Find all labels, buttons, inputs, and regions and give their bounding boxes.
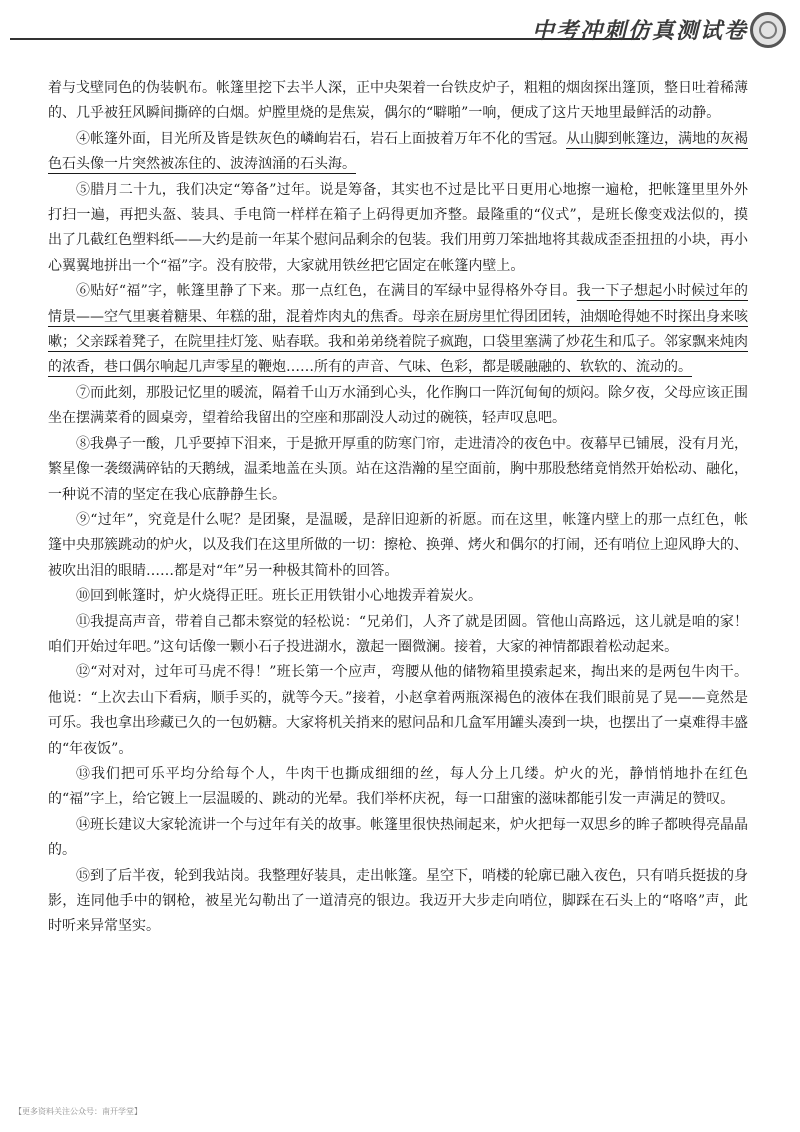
header-logo-inner [759,21,777,39]
paragraph [48,76,748,127]
header-title: 中考冲刺仿真测试卷 [531,19,748,44]
paragraph [48,432,748,508]
paragraph [48,762,748,813]
article-body [48,76,748,940]
paragraph-text: ④帐篷外面，目光所及皆是铁灰色的嶙峋岩石，岩石上面披着万年不化的雪冠。 [76,130,566,147]
paragraph [48,127,748,178]
paragraph-text: ⑪我提高声音，带着自己都未察觉的轻松说：“兄弟们，人齐了就是团圆。管他山高路远，这儿就是咱的家！咱们开始过年吧。”这句话像一颗小石子投进湖水，激起一圈微澜。接着，大家的神情都跟着松动起来。 [48,613,748,655]
underlined-sentence: 我一下子想起小时候过年的情景——空气里裹着糖果、年糕的甜，混着炸肉丸的焦香。母亲在厨房里忙得团团转，油烟呛得她不时探出身来咳嗽；父亲踩着凳子，在院里挂灯笼、贴春联。我和弟弟绕着院子疯跑，口袋里塞满了炒花生和瓜子。邻家飘来炖肉的浓香，巷口偶尔响起几声零星的鞭炮……所有的声音、气味、色彩，都是暖融融的、软软的、流动的。 [48,283,748,376]
paragraph-text: ⑤腊月二十九，我们决定“筹备”过年。说是筹备，其实也不过是比平日更用心地擦一遍枪，把帐篷里里外外打扫一遍，再把头盔、装具、手电筒一样样在箱子上码得更加齐整。最隆重的“仪式”，是班长像变戏法似的，摸出了几截红色塑料纸——大约是前一年某个慰问品剩余的包装。我们用剪刀笨拙地将其裁成歪歪扭扭的小块，再小心翼翼地拼出一个“福”字。没有胶带，大家就用铁丝把它固定在帐篷内壁上。 [48,181,748,274]
paragraph [48,610,748,661]
paragraph-text: ⑮到了后半夜，轮到我站岗。我整理好装具，走出帐篷。星空下，哨楼的轮廓已融入夜色，只有哨兵挺拔的身影，连同他手中的钢枪，被星光勾勒出了一道清亮的银边。我迈开大步走向哨位，脚踩在石头上的“咯咯”声，此时听来异常坚实。 [48,867,748,935]
paragraph-text: ⑨“过年”，究竟是什么呢？是团聚，是温暖，是辞旧迎新的祈愿。而在这里，帐篷内壁上的那一点红色，帐篷中央那簇跳动的炉火，以及我们在这里所做的一切：擦枪、换弹、烤火和偶尔的打闹，还有哨位上迎风睁大的、被吹出泪的眼睛……都是对“年”另一种极其简朴的回答。 [48,511,748,579]
header-logo-icon [750,12,786,48]
underlined-sentence: 从山脚到帐篷边，满地的灰褐色石头像一片突然被冻住的、波涛汹涌的石头海。 [48,130,748,173]
paragraph-text: ⑭班长建议大家轮流讲一个与过年有关的故事。帐篷里很快热闹起来，炉火把每一双思乡的眸子都映得亮晶晶的。 [48,816,748,859]
paragraph [48,508,748,584]
paragraph [48,813,748,864]
footer-note: 【更多资料关注公众号：南开学堂】 [14,1107,142,1116]
paragraph [48,381,748,432]
paragraph [48,178,748,280]
paragraph-text: ⑥贴好“福”字，帐篷里静了下来。那一点红色，在满目的军绿中显得格外夺目。 [76,283,577,300]
paragraph [48,584,748,609]
paragraph-text: ⑦而此刻，那股记忆里的暖流，隔着千山万水涌到心头，化作胸口一阵沉甸甸的烦闷。除夕夜，父母应该正围坐在摆满菜肴的圆桌旁，望着给我留出的空座和那副没人动过的碗筷，轻声叹息吧。 [48,384,748,427]
page-header [0,0,800,64]
paragraph-text: ⑩回到帐篷时，炉火烧得正旺。班长正用铁钳小心地拨弄着炭火。 [76,588,482,605]
paragraph-text: 着与戈壁同色的伪装帆布。帐篷里挖下去半人深，正中央架着一台铁皮炉子，粗粗的烟囱探出篷顶，整日吐着稀薄的、几乎被狂风瞬间撕碎的白烟。炉膛里烧的是焦炭，偶尔的“噼啪”一响，便成了这片天地里最鲜活的动静。 [48,80,748,122]
paragraph-text: ⑬我们把可乐平均分给每个人，牛肉干也撕成细细的丝，每人分上几缕。炉火的光，静悄悄地扑在红色的“福”字上，给它镀上一层温暖的、跳动的光晕。我们举杯庆祝，每一口甜蜜的滋味都能引发一声满足的赞叹。 [48,765,748,808]
paragraph [48,660,748,762]
paragraph-text: ⑧我鼻子一酸，几乎要掉下泪来，于是掀开厚重的防寒门帘，走进清冷的夜色中。夜幕早已铺展，没有月光，繁星像一袭缀满碎钻的天鹅绒，温柔地盖在头顶。站在这浩瀚的星空面前，胸中那股愁绪竟悄然开始松动、融化，一种说不清的坚定在我心底静静生长。 [48,435,748,503]
paragraph [48,864,748,940]
paragraph [48,279,748,381]
paragraph-text: ⑫“对对对，过年可马虎不得！”班长第一个应声，弯腰从他的储物箱里摸索起来，掏出来的是两包牛肉干。他说：“上次去山下看病，顺手买的，就等今天。”接着，小赵拿着两瓶深褐色的液体在我们眼前晃了晃——竟然是可乐。我也拿出珍藏已久的一包奶糖。大家将机关捎来的慰问品和几盒军用罐头凑到一块，也摆出了一桌难得丰盛的“年夜饭”。 [48,664,748,757]
